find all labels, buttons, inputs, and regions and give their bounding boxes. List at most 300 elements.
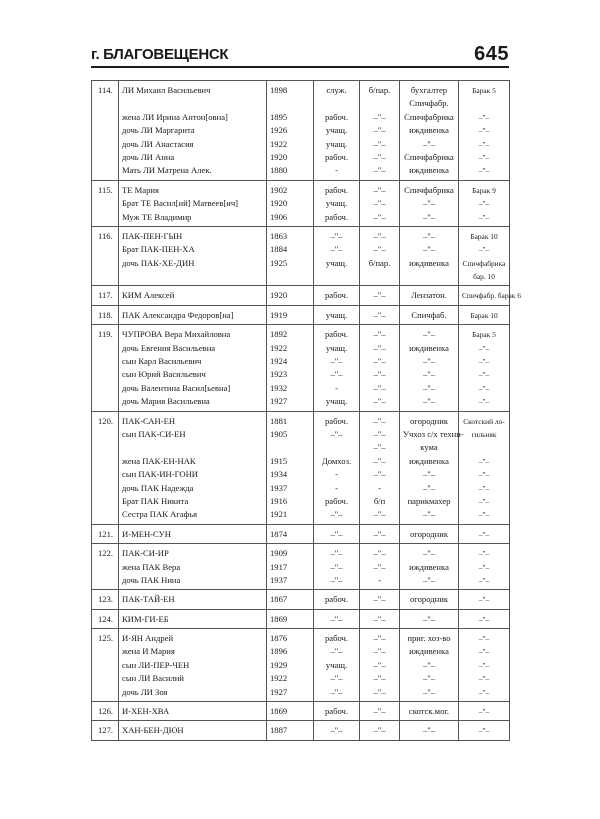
status-line: –"– (330, 646, 343, 657)
name-line: дочь ЛИ Анастасия (122, 138, 194, 149)
year-cell (267, 590, 314, 609)
entry-number (92, 590, 119, 609)
party-cell (360, 81, 400, 181)
entry-number (92, 81, 119, 181)
party-line: –"– (373, 646, 386, 657)
work-line: скотск.мог. (408, 706, 450, 717)
entry-number-text: 118. (98, 309, 113, 320)
name-line: жена ПАК-ЕН-НАК (122, 455, 196, 466)
party-line: –"– (373, 309, 386, 320)
work-line: огородник (410, 415, 448, 426)
entry-number (92, 721, 119, 740)
name-line: Муж ТЕ Владимир (122, 211, 192, 222)
address-line: бар. 10 (473, 272, 495, 282)
year-line: 1922 (270, 673, 288, 684)
entry-number-text: 121. (98, 528, 114, 539)
name-line: КИМ Алексей (122, 290, 175, 301)
status-cell (314, 325, 360, 411)
table-row (92, 325, 510, 411)
name-line (122, 441, 263, 454)
name-line: дочь ПАК Нина (122, 574, 181, 585)
name-cell (119, 702, 267, 721)
name-line: сын ЛИ Василий (122, 673, 184, 684)
work-line: –"– (422, 659, 436, 670)
year-line: 1926 (270, 125, 288, 136)
address-line: –"– (478, 483, 490, 493)
work-line: кума (420, 442, 438, 453)
name-line: сын ПАК-ИН-ГОНИ (122, 469, 198, 480)
status-line: –"– (330, 574, 343, 585)
party-line: –"– (373, 706, 386, 717)
year-cell (267, 609, 314, 628)
address-line: Спичфабрика (462, 258, 506, 268)
party-line: –"– (373, 211, 386, 222)
name-line: сын Карл Васильевич (122, 356, 202, 367)
status-line: –"– (330, 561, 343, 572)
address-line: –"– (478, 614, 490, 624)
year-cell (267, 305, 314, 324)
party-cell (360, 325, 400, 411)
status-cell (314, 226, 360, 286)
party-line: –"– (373, 244, 386, 255)
address-line: –"– (478, 383, 490, 393)
party-line: –"– (373, 613, 386, 624)
entry-number (92, 629, 119, 702)
address-line: Спичфабр. барак 6 (462, 291, 521, 301)
year-line: 1932 (270, 382, 288, 393)
name-line: ПАК-САН-ЕН (122, 415, 176, 426)
name-line: КИМ-ГИ-ЕБ (122, 613, 169, 624)
address-cell (459, 325, 510, 411)
work-cell (400, 286, 459, 305)
party-line: –"– (373, 428, 386, 439)
header-rule (91, 66, 509, 68)
address-line: –"– (478, 660, 490, 670)
year-line: 1874 (270, 528, 288, 539)
name-line: ХАН-БЕН-ДЮН (122, 725, 184, 736)
year-line: 1892 (270, 329, 288, 340)
address-line: –"– (478, 212, 490, 222)
name-line: ПАК-ТАЙ-ЕН (122, 594, 175, 605)
year-line: 1869 (270, 613, 288, 624)
address-cell (459, 180, 510, 226)
status-cell (314, 286, 360, 305)
status-line (317, 97, 356, 110)
name-line: дочь ПАК-ХЕ-ДИН (122, 257, 195, 268)
year-line: 1909 (270, 548, 288, 559)
name-line: дочь ЛИ Маргарита (122, 125, 195, 136)
entry-number (92, 226, 119, 286)
address-line: –"– (478, 549, 490, 559)
address-line: –"– (478, 199, 490, 209)
work-cell (400, 721, 459, 740)
status-line: учащ. (325, 257, 348, 268)
status-line: учащ. (325, 342, 348, 353)
year-line: 1898 (270, 85, 288, 95)
work-line: –"– (422, 138, 436, 149)
year-cell (267, 721, 314, 740)
party-line: –"– (373, 594, 386, 605)
address-line: Барак 9 (472, 185, 496, 195)
status-cell (314, 590, 360, 609)
work-line: огородник (410, 528, 448, 539)
name-line: Брат ПАК Никита (122, 495, 189, 506)
year-line: 1881 (270, 415, 288, 426)
year-line: 1896 (270, 646, 288, 657)
status-line: учащ. (325, 396, 348, 407)
name-line (122, 270, 263, 283)
status-line: –"– (330, 428, 343, 439)
work-line: бухгалтер (410, 85, 448, 95)
year-line (270, 97, 310, 110)
address-cell (459, 629, 510, 702)
status-line: учащ. (325, 198, 348, 209)
work-line: –"– (422, 396, 436, 407)
party-line: –"– (373, 659, 386, 670)
entry-number (92, 411, 119, 524)
party-line: б/пар. (368, 85, 391, 95)
entry-number (92, 544, 119, 590)
year-line: 1880 (270, 165, 288, 176)
entry-number-text: 115. (98, 184, 113, 195)
status-line: –"– (330, 686, 343, 697)
party-cell (360, 286, 400, 305)
work-line: –"– (422, 356, 436, 367)
party-line: –"– (373, 686, 386, 697)
year-line: 1895 (270, 111, 288, 122)
address-line: гильняк (471, 429, 497, 439)
work-line: иждивенка (409, 125, 449, 136)
party-line: –"– (373, 528, 386, 539)
year-line: 1920 (270, 198, 288, 209)
address-line: –"– (478, 562, 490, 572)
party-line: –"– (373, 230, 386, 241)
name-line: сын ЛИ-ПЕР-ЧЕН (122, 659, 190, 670)
year-cell (267, 226, 314, 286)
entry-number-text: 125. (98, 633, 114, 644)
status-line: служ. (326, 85, 347, 95)
party-line: –"– (373, 151, 386, 162)
party-line: –"– (373, 342, 386, 353)
name-cell (119, 226, 267, 286)
address-cell (459, 609, 510, 628)
party-cell (360, 609, 400, 628)
name-line: дочь Мария Васильевна (122, 396, 210, 407)
work-line: –"– (422, 230, 436, 241)
party-cell (360, 721, 400, 740)
address-cell (459, 590, 510, 609)
status-line: –"– (330, 548, 343, 559)
year-line: 1905 (270, 428, 288, 439)
entry-number-text: 123. (98, 594, 114, 605)
name-cell (119, 721, 267, 740)
party-cell (360, 180, 400, 226)
party-cell (360, 524, 400, 543)
party-line: –"– (373, 455, 386, 466)
entry-number-text: 114. (98, 85, 113, 95)
name-line: дочь ПАК Надежда (122, 482, 194, 493)
party-line: –"– (373, 138, 386, 149)
name-cell (119, 305, 267, 324)
work-line: –"– (422, 725, 436, 736)
year-line: 1934 (270, 469, 288, 480)
status-line: рабоч. (324, 111, 349, 122)
entry-number (92, 286, 119, 305)
party-line: –"– (373, 415, 386, 426)
status-line: –"– (330, 244, 343, 255)
status-line: учащ. (325, 138, 348, 149)
address-line: Барак 10 (470, 231, 498, 241)
entry-number (92, 702, 119, 721)
work-cell (400, 702, 459, 721)
entry-number-text: 122. (98, 548, 114, 559)
party-line: –"– (373, 442, 386, 453)
status-line: рабоч. (324, 495, 349, 506)
work-line: –"– (422, 329, 436, 340)
year-line: 1919 (270, 309, 288, 320)
work-line: –"– (422, 673, 436, 684)
work-cell (400, 524, 459, 543)
party-line (363, 97, 396, 110)
table-row (92, 81, 510, 181)
work-line: Спичфабр. (409, 98, 449, 109)
party-line: б/п (373, 495, 386, 506)
name-cell (119, 609, 267, 628)
address-line: –"– (478, 112, 490, 122)
address-line: Скотский ло- (463, 416, 505, 426)
year-cell (267, 524, 314, 543)
party-line: –"– (373, 290, 386, 301)
table-row (92, 721, 510, 740)
name-line: сын ПАК-СИ-ЕН (122, 428, 186, 439)
address-line: –"– (478, 529, 490, 539)
work-line: Спичфабрика (404, 184, 454, 195)
address-cell (459, 544, 510, 590)
work-cell (400, 609, 459, 628)
year-line: 1916 (270, 495, 288, 506)
status-line: рабоч. (324, 184, 349, 195)
status-cell (314, 702, 360, 721)
party-line: - (378, 482, 381, 493)
name-cell (119, 544, 267, 590)
address-line: –"– (478, 343, 490, 353)
year-line (270, 441, 310, 454)
status-line: - (335, 165, 338, 176)
address-line: –"– (478, 634, 490, 644)
year-line: 1902 (270, 184, 288, 195)
work-line: парикмахер (407, 495, 451, 506)
address-line: –"– (478, 126, 490, 136)
status-line: рабоч. (324, 329, 349, 340)
address-line: Барак 10 (470, 310, 498, 320)
table-row (92, 544, 510, 590)
city-title: г. БЛАГОВЕЩЕНСК (91, 46, 229, 63)
status-line: рабоч. (324, 151, 349, 162)
status-line: –"– (330, 528, 343, 539)
page-header (91, 43, 509, 68)
residents-table (91, 80, 521, 741)
status-line: рабоч. (324, 290, 349, 301)
address-cell (459, 81, 510, 181)
year-line: 1863 (270, 230, 288, 241)
address-line: –"– (478, 152, 490, 162)
year-line: 1867 (270, 594, 288, 605)
address-line: –"– (478, 510, 490, 520)
party-line: –"– (373, 329, 386, 340)
address-cell (459, 411, 510, 524)
party-line: –"– (373, 396, 386, 407)
address-cell (459, 226, 510, 286)
year-line: 1924 (270, 356, 288, 367)
year-cell (267, 702, 314, 721)
status-line: - (335, 469, 338, 480)
year-cell (267, 325, 314, 411)
year-line: 1923 (270, 369, 288, 380)
party-line: –"– (373, 198, 386, 209)
work-line: –"– (422, 509, 436, 520)
name-line: ПАК-ПЕН-ГЫН (122, 230, 183, 241)
party-cell (360, 702, 400, 721)
address-line: –"– (478, 687, 490, 697)
name-line: дочь ЛИ Анна (122, 151, 175, 162)
address-line: –"– (478, 166, 490, 176)
year-cell (267, 286, 314, 305)
year-line (270, 270, 310, 283)
address-line: Барак 5 (472, 86, 496, 95)
year-line: 1906 (270, 211, 288, 222)
address-line: –"– (478, 647, 490, 657)
work-line: иждивенка (409, 455, 449, 466)
year-cell (267, 544, 314, 590)
name-line: ТЕ Мария (122, 184, 159, 195)
address-line: –"– (478, 245, 490, 255)
name-line: сын Юрий Васильевич (122, 369, 206, 380)
year-cell (267, 411, 314, 524)
work-line: Спичфабрика (404, 151, 454, 162)
party-line (363, 270, 396, 283)
entry-number-text: 119. (98, 329, 113, 340)
name-line: Брат ПАК-ПЕН-ХА (122, 244, 195, 255)
year-line: 1876 (270, 633, 288, 644)
status-line: - (335, 382, 338, 393)
status-cell (314, 411, 360, 524)
table-row (92, 702, 510, 721)
address-line: –"– (478, 139, 490, 149)
year-line: 1917 (270, 561, 288, 572)
status-cell (314, 81, 360, 181)
entry-number-text: 117. (98, 290, 113, 301)
status-line: –"– (330, 613, 343, 624)
table-row (92, 226, 510, 286)
party-cell (360, 544, 400, 590)
year-cell (267, 629, 314, 702)
status-line: рабоч. (324, 706, 349, 717)
name-line: И-ХЕН-ХВА (122, 706, 170, 717)
party-line: –"– (373, 184, 386, 195)
work-line: –"– (422, 548, 436, 559)
work-line: иждивенка (409, 561, 449, 572)
work-cell (400, 590, 459, 609)
table-row (92, 286, 510, 305)
address-line: –"– (478, 456, 490, 466)
entry-number (92, 524, 119, 543)
status-line: Домхоз. (321, 455, 352, 466)
address-cell (459, 305, 510, 324)
status-cell (314, 544, 360, 590)
work-line: Учхоз с/х техни- (403, 428, 464, 439)
year-line: 1920 (270, 290, 288, 301)
name-cell (119, 524, 267, 543)
status-line: рабоч. (324, 633, 349, 644)
year-line: 1884 (270, 244, 288, 255)
address-line: Барак 5 (472, 330, 496, 340)
party-line: –"– (373, 469, 386, 480)
party-line: –"– (373, 509, 386, 520)
year-line: 1887 (270, 725, 288, 736)
status-cell (314, 609, 360, 628)
status-line: - (335, 482, 338, 493)
name-line: ЧУПРОВА Вера Михайловна (122, 329, 231, 340)
name-line: ЛИ Михаил Васильевич (122, 85, 211, 95)
table-row (92, 590, 510, 609)
party-line: –"– (373, 725, 386, 736)
entry-number-text: 120. (98, 415, 114, 426)
party-line: –"– (373, 165, 386, 176)
address-cell (459, 702, 510, 721)
work-line (403, 270, 455, 283)
address-line: –"– (478, 397, 490, 407)
work-line: иждивенка (409, 646, 449, 657)
entry-number-text: 124. (98, 613, 114, 624)
year-line: 1915 (270, 455, 288, 466)
entry-number (92, 180, 119, 226)
table-row (92, 609, 510, 628)
address-line: –"– (478, 357, 490, 367)
work-line: –"– (422, 686, 436, 697)
year-line: 1925 (270, 257, 288, 268)
party-line: –"– (373, 561, 386, 572)
address-line: –"– (478, 370, 490, 380)
year-line: 1920 (270, 151, 288, 162)
work-line: иждивенка (409, 165, 449, 176)
status-line (317, 270, 356, 283)
work-cell (400, 305, 459, 324)
entry-number-text: 127. (98, 725, 114, 736)
address-line: –"– (478, 726, 490, 736)
status-line: рабоч. (324, 415, 349, 426)
party-line: –"– (373, 356, 386, 367)
name-cell (119, 411, 267, 524)
status-line: рабоч. (324, 211, 349, 222)
party-cell (360, 411, 400, 524)
work-line: приг. хоз-во (407, 633, 451, 644)
name-line: И-ЯН Андрей (122, 633, 174, 644)
address-line: –"– (478, 707, 490, 717)
status-cell (314, 180, 360, 226)
work-line: –"– (422, 613, 436, 624)
party-cell (360, 226, 400, 286)
work-line: Лензатон. (411, 290, 447, 301)
work-cell (400, 81, 459, 181)
table-row (92, 305, 510, 324)
work-line: иждивенка (409, 342, 449, 353)
name-cell (119, 286, 267, 305)
year-line: 1921 (270, 509, 288, 520)
status-line (317, 441, 356, 454)
table-row (92, 524, 510, 543)
work-cell (400, 180, 459, 226)
entry-number (92, 325, 119, 411)
